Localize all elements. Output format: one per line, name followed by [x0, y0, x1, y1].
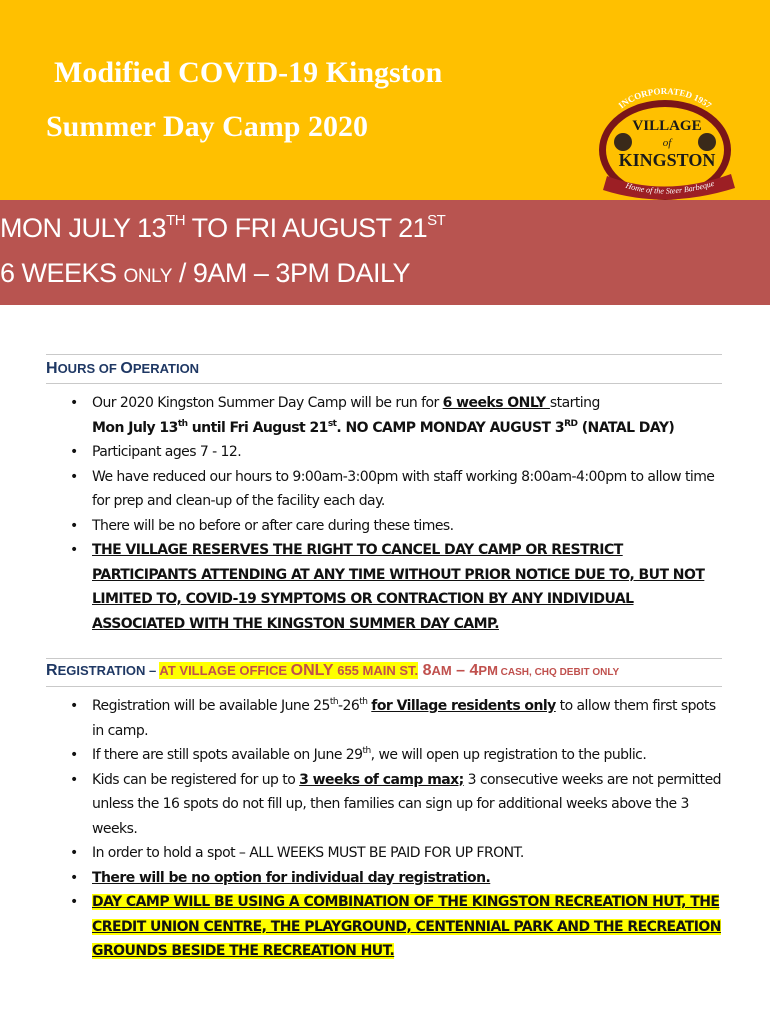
divider: [46, 354, 722, 355]
logo-kingston: KINGSTON: [618, 150, 716, 170]
title-line-2: Summer Day Camp 2020: [46, 110, 368, 143]
dates-line: MON JULY 13TH TO FRI AUGUST 21ST: [0, 212, 446, 243]
divider: [46, 658, 722, 659]
divider: [46, 686, 722, 687]
list-item: • THE VILLAGE RESERVES THE RIGHT TO CANCEL DAY CAMP OR RESTRICT PARTICIPANTS ATTENDING AT ANY TIME WITHOUT PRIOR NOTICE DUE TO, BUT NOT LIMITED TO, COVID-19 SYMPTOMS OR CONTRACTION BY ANY INDIVIDUAL ASSOCIATED WITH THE KINGSTON SUMMER DAY CAMP.: [70, 538, 730, 636]
list-item: • In order to hold a spot – ALL WEEKS MUST BE PAID FOR UP FRONT.: [70, 841, 730, 866]
steer-icon-left: [614, 133, 632, 151]
registration-heading: REGISTRATION – AT VILLAGE OFFICE ONLY 655 MAIN ST. 8AM – 4PM CASH, CHQ DEBIT ONLY: [46, 662, 620, 679]
list-item: • Our 2020 Kingston Summer Day Camp will be run for 6 weeks ONLY starting Mon July 13th until Fri August 21st. NO CAMP MONDAY AUGUST 3RD (NATAL DAY): [70, 391, 730, 440]
list-item: • There will be no option for individual day registration.: [70, 866, 730, 891]
list-item: • DAY CAMP WILL BE USING A COMBINATION OF THE KINGSTON RECREATION HUT, THE CREDIT UNION CENTRE, THE PLAYGROUND, CENTENNIAL PARK AND THE RECREATION GROUNDS BESIDE THE RECREATION HUT.: [70, 890, 730, 964]
list-item: • Participant ages 7 - 12.: [70, 440, 730, 465]
village-of-kingston-logo: [585, 86, 745, 206]
list-item: • Kids can be registered for up to 3 weeks of camp max; 3 consecutive weeks are not permitted unless the 16 spots do not fill up, then families can sign up for additional weeks above the 3 weeks.: [70, 768, 730, 842]
logo-of: of: [662, 137, 672, 149]
logo-ribbon-text: Home of the Steer Barbeque: [624, 178, 716, 196]
list-item: • We have reduced our hours to 9:00am-3:00pm with staff working 8:00am-4:00pm to allow time for prep and clean-up of the facility each day.: [70, 465, 730, 514]
list-item: • If there are still spots available on June 29th, we will open up registration to the public.: [70, 743, 730, 768]
list-item: • Registration will be available June 25th-26th for Village residents only to allow them first spots in camp.: [70, 694, 730, 743]
registration-list: [70, 694, 730, 964]
hours-list: [70, 391, 730, 636]
steer-icon-right: [698, 133, 716, 151]
weeks-hours-line: 6 WEEKS ONLY / 9AM – 3PM DAILY: [0, 258, 410, 288]
header-banner: [0, 0, 770, 200]
logo-top-text: INCORPORATED 1957: [616, 86, 714, 111]
logo-village: VILLAGE: [632, 118, 702, 134]
list-item: • There will be no before or after care during these times.: [70, 514, 730, 539]
hours-heading: HOURS OF OPERATION: [46, 360, 200, 377]
title-line-1: Modified COVID-19 Kingston: [54, 56, 443, 89]
divider: [46, 383, 722, 384]
